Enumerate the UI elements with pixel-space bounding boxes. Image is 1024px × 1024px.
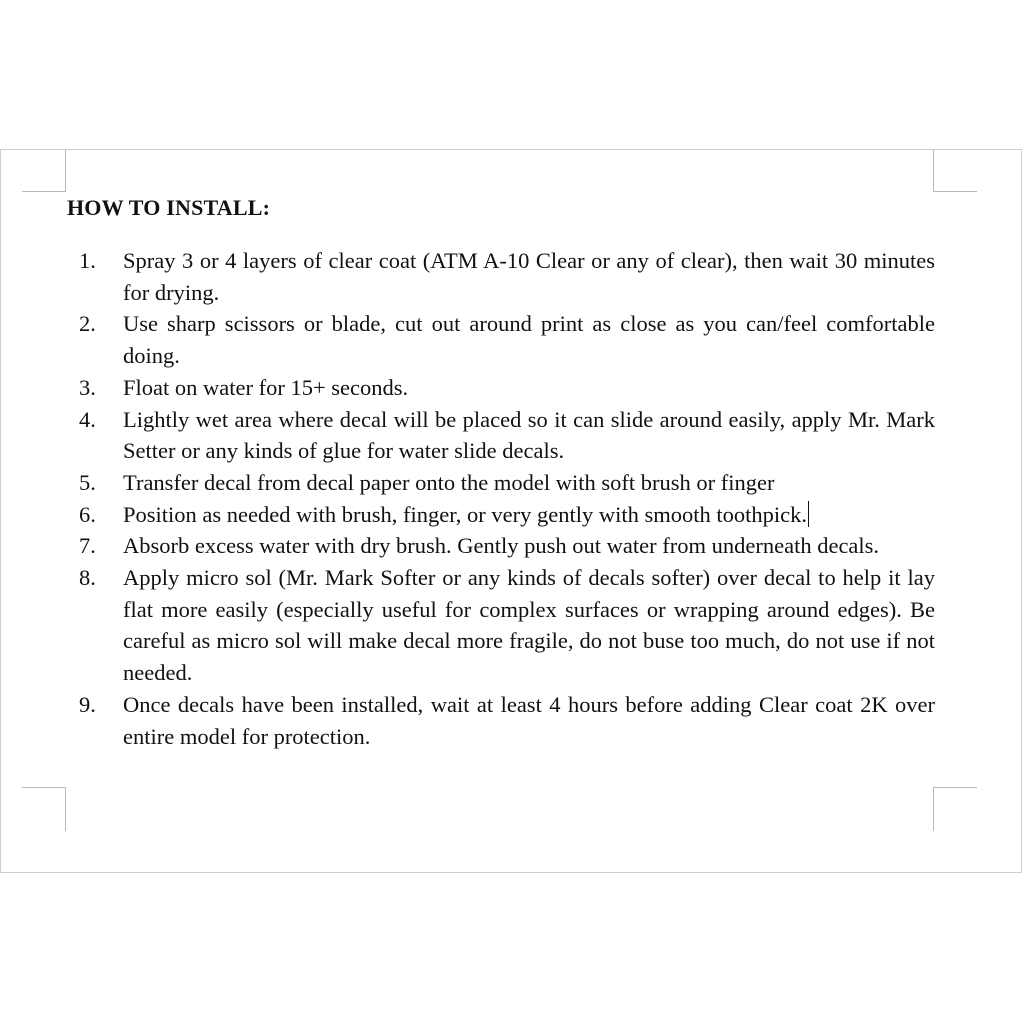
step-text: Absorb excess water with dry brush. Gently push out water from underneath decals. (123, 533, 880, 559)
document-heading: HOW TO INSTALL: (67, 195, 271, 220)
step-text: Apply micro sol (Mr. Mark Softer or any kinds of decals softer) over decal to help it lay flat more easily (especially useful for complex surfaces or wrapping around edges). Be careful as micro sol will make decal more fragile, do not buse too much, do not use if not needed. (123, 565, 935, 686)
crop-mark-top-right-horizontal (933, 191, 977, 192)
step-number: 6. (79, 501, 96, 527)
step-text: Spray 3 or 4 layers of clear coat (ATM A-10 Clear or any of clear), then wait 30 minutes for drying. (123, 248, 935, 305)
crop-mark-bottom-right-horizontal (933, 787, 977, 788)
step-number: 5. (79, 469, 96, 495)
install-steps-list (67, 245, 935, 752)
step-number: 4. (79, 406, 96, 432)
step-text: Once decals have been installed, wait at least 4 hours before adding Clear coat 2K over entire model for protection. (123, 691, 935, 749)
step-number: 8. (79, 565, 96, 591)
install-step-4 (67, 404, 935, 467)
crop-mark-bottom-left-vertical (65, 787, 66, 831)
install-step-5 (67, 467, 935, 499)
install-step-2 (67, 308, 935, 371)
step-text: Lightly wet area where decal will be placed so it can slide around easily, apply Mr. Mark Setter or any kinds of glue for water slide decals. (123, 406, 935, 464)
crop-mark-top-left-vertical (65, 150, 66, 192)
install-step-3 (67, 372, 935, 404)
crop-mark-bottom-right-vertical (933, 787, 934, 831)
install-step-1 (67, 245, 935, 308)
crop-mark-bottom-left-horizontal (22, 787, 66, 788)
install-step-7 (67, 530, 935, 562)
step-text[interactable]: Position as needed with brush, finger, or very gently with smooth toothpick. (123, 501, 808, 527)
step-number: 2. (79, 311, 96, 337)
step-text: Float on water for 15+ seconds. (123, 374, 409, 400)
install-step-6[interactable] (67, 499, 935, 531)
step-number: 7. (79, 533, 96, 559)
step-text: Transfer decal from decal paper onto the model with soft brush or finger (123, 469, 775, 495)
crop-mark-top-right-vertical (933, 150, 934, 192)
text-cursor (808, 501, 809, 527)
install-step-8 (67, 562, 935, 689)
step-text: Use sharp scissors or blade, cut out around print as close as you can/feel comfortable doing. (123, 311, 935, 369)
step-number: 1. (79, 248, 96, 273)
step-number: 9. (79, 691, 96, 717)
crop-mark-top-left-horizontal (22, 191, 66, 192)
install-step-9 (67, 689, 935, 752)
step-number: 3. (79, 374, 96, 400)
